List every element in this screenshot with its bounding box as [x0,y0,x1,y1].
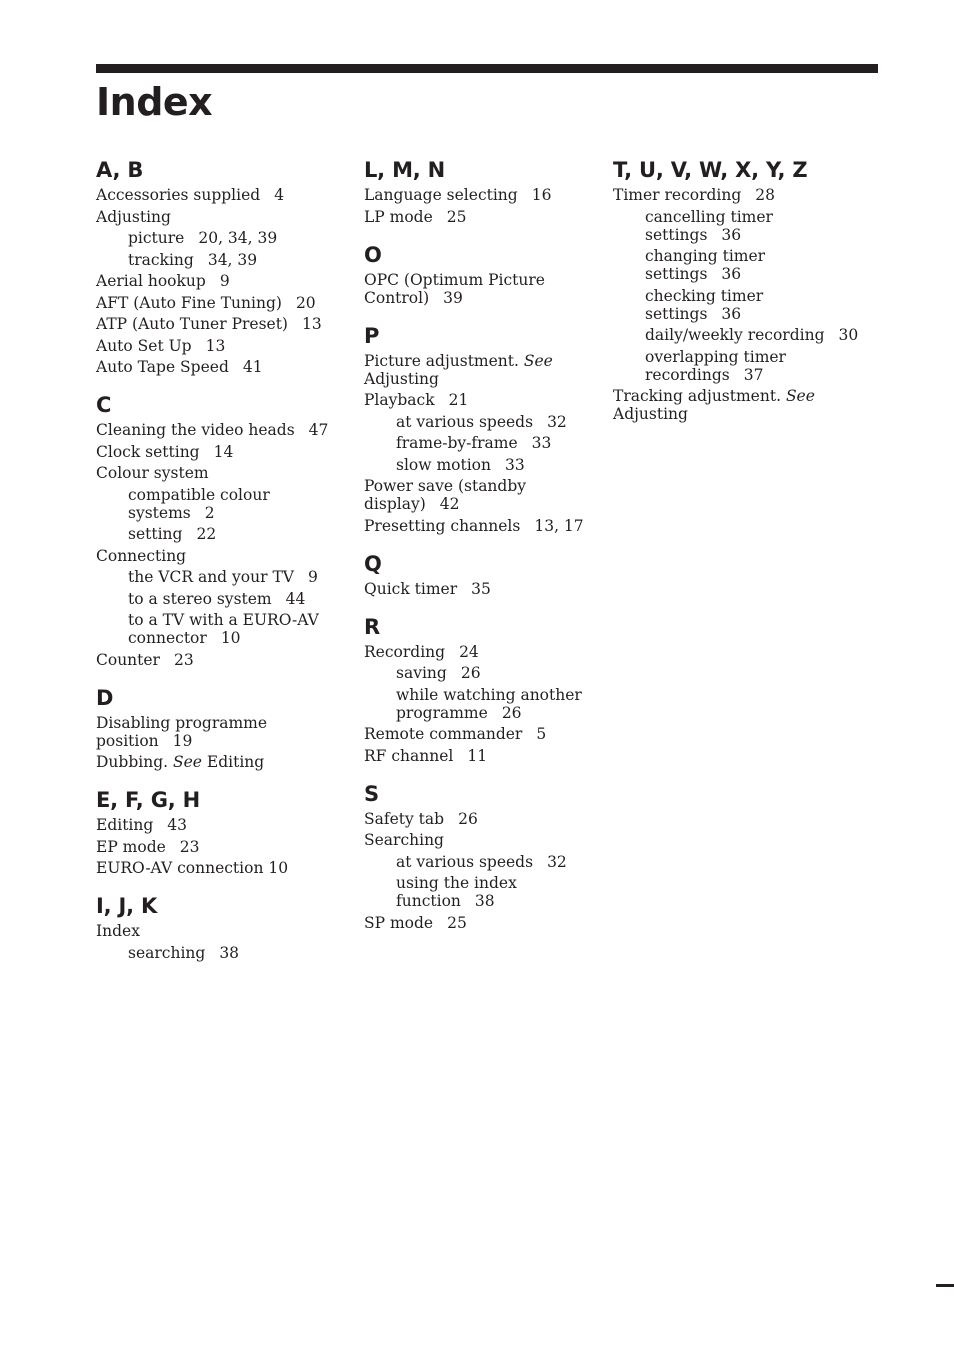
page-numbers: 25 [447,913,467,932]
entry-term: Index [96,922,140,940]
index-entry [96,272,346,290]
see-reference: See [172,753,202,771]
page-numbers: 4 [274,186,285,204]
page-numbers: 20 [295,293,316,312]
index-entry [364,643,604,661]
page-numbers: 28 [755,186,776,204]
index-subentry [613,326,863,344]
index-entry [96,838,346,856]
entry-term: saving [396,664,447,682]
page-numbers: 41 [242,358,263,376]
entry-term: frame-by-frame [396,434,518,452]
index-entry [96,464,346,482]
page-numbers: 36 [721,265,742,283]
section-heading: P [364,323,380,348]
entry-term: Cleaning the video heads [96,421,295,439]
page-numbers: 24 [459,642,479,661]
entry-term: Tracking adjustment. [613,387,781,405]
page-numbers: 25 [446,207,467,226]
index-subentry [364,456,604,474]
entry-term: slow motion [396,455,491,474]
see-target: Adjusting [613,405,688,423]
page-numbers: 36 [721,225,742,244]
index-column-3 [613,156,863,438]
index-subentry [96,568,346,586]
index-section [364,241,604,307]
see-reference: See [785,387,815,405]
entry-term: Power save (standby display) [364,477,527,513]
index-entry [96,315,346,333]
entry-term: Clock setting [96,442,200,461]
section-heading: O [364,242,382,267]
entry-term: Editing [96,816,154,834]
page-numbers: 11 [467,746,488,765]
index-entry [364,725,604,743]
index-entry [364,914,604,932]
page-numbers: 39 [443,288,463,307]
entry-term: overlapping timer recordings [645,347,786,384]
page-numbers: 5 [536,725,547,743]
entry-term: SP mode [364,913,434,932]
index-entry [364,208,604,226]
index-section [96,156,346,376]
entry-term: RF channel [364,746,454,765]
page-numbers: 30 [838,326,859,344]
entry-term: while watching another programme [396,685,582,722]
index-entry [96,816,346,834]
index-entry [613,186,863,204]
index-entry [96,859,346,877]
page-numbers: 19 [172,731,193,750]
index-entry [364,352,604,388]
index-subentry [96,944,346,962]
entry-term: Safety tab [364,809,445,828]
entry-term: Picture adjustment. [364,351,519,370]
index-entry [364,747,604,765]
entry-term: at various speeds [396,412,534,431]
entry-term: ATP (Auto Tuner Preset) [96,315,288,333]
page-numbers: 23 [179,837,200,856]
section-heading: T, U, V, W, X, Y, Z [613,158,808,182]
index-subentry [613,208,863,244]
page-numbers: 33 [504,455,525,474]
index-entry [364,391,604,409]
index-section [96,786,346,877]
page-numbers: 36 [721,304,742,323]
index-subentry [96,611,346,647]
index-subentry [613,247,863,283]
entry-term: changing timer settings [645,247,766,283]
entry-term: Colour system [96,464,209,482]
index-section [364,156,604,226]
index-subentry [364,853,604,871]
see-reference: See [523,351,553,370]
index-entry [96,358,346,376]
entry-term: Language selecting [364,186,518,204]
entry-term: Quick timer [364,579,458,598]
page-numbers: 38 [474,892,495,910]
entry-term: Counter [96,650,160,669]
page-numbers: 2 [204,503,215,522]
index-section [96,391,346,669]
entry-term: using the index function [396,874,517,910]
entry-term: Searching [364,831,444,849]
index-entry [364,831,604,849]
page-numbers: 23 [173,650,194,669]
page-numbers: 13 [301,315,322,333]
page-numbers: 32 [547,412,567,431]
page-numbers: 9 [219,272,230,290]
page-numbers: 26 [460,664,481,682]
page-numbers: 33 [531,434,552,452]
page-numbers: 42 [439,495,460,513]
entry-term: picture [128,229,185,247]
entry-term: to a TV with a EURO-AV connector [128,611,319,647]
entry-term: Accessories supplied [96,186,261,204]
index-subentry [96,590,346,608]
entry-term: AFT (Auto Fine Tuning) [96,293,282,312]
section-heading: S [364,781,379,806]
entry-term: Connecting [96,546,187,565]
index-entry [96,547,346,565]
entry-term: the VCR and your TV [128,568,294,586]
index-entry [364,810,604,828]
index-subentry [613,348,863,384]
see-target: Editing [206,753,265,771]
index-column-1 [96,156,346,977]
index-entry [364,186,604,204]
entry-term: Presetting channels [364,516,521,535]
entry-term: cancelling timer settings [645,207,773,244]
index-section [96,684,346,772]
entry-term: Adjusting [96,207,171,226]
entry-term: OPC (Optimum Picture Control) [364,270,545,307]
index-subentry [364,686,604,722]
page-numbers: 37 [743,365,764,384]
entry-term: EURO-AV connection 10 [96,859,289,877]
entry-term: at various speeds [396,852,534,871]
section-heading: I, J, K [96,894,158,918]
page-numbers: 38 [219,943,240,962]
entry-term: LP mode [364,207,433,226]
index-subentry [364,413,604,431]
index-entry [613,387,863,423]
section-heading: A, B [96,158,144,182]
page-numbers: 26 [458,809,478,828]
entry-term: tracking [128,250,194,269]
index-subentry [364,434,604,452]
index-subentry [96,251,346,269]
page-numbers: 26 [501,703,522,722]
page-numbers: 21 [448,391,469,409]
index-section [364,613,604,765]
section-heading: E, F, G, H [96,788,200,812]
index-entry [364,517,604,535]
index-column-2 [364,156,604,947]
entry-term: daily/weekly recording [645,326,825,344]
index-subentry [96,486,346,522]
page-numbers: 13, 17 [534,516,584,535]
section-heading: Q [364,551,382,576]
section-heading: D [96,685,114,710]
entry-term: Disabling programme position [96,713,268,750]
entry-term: EP mode [96,837,166,856]
page-numbers: 43 [167,816,188,834]
page-numbers: 35 [471,579,491,598]
section-heading: C [96,393,112,417]
page-edge-mark [936,1284,954,1287]
index-entry [96,443,346,461]
page-numbers: 47 [308,421,329,439]
section-heading: L, M, N [364,158,446,182]
index-entry [96,186,346,204]
index-subentry [96,229,346,247]
index-entry [96,922,346,940]
page-numbers: 14 [213,442,234,461]
section-heading: R [364,614,380,639]
entry-term: compatible colour systems [128,485,270,522]
index-entry [96,421,346,439]
index-section [364,780,604,932]
entry-term: Remote commander [364,725,523,743]
index-entry [96,714,346,750]
entry-term: Auto Set Up [96,336,192,355]
see-target: Adjusting [364,369,439,388]
entry-term: setting [128,525,183,543]
entry-term: Dubbing. [96,753,169,771]
entry-term: Recording [364,642,446,661]
top-rule [96,64,878,73]
index-entry [364,271,604,307]
page-numbers: 16 [531,186,552,204]
entry-term: to a stereo system [128,589,272,608]
page-title: Index [96,80,213,124]
entry-term: Aerial hookup [96,272,206,290]
index-entry [96,753,346,771]
entry-term: checking timer settings [645,286,764,323]
index-subentry [364,874,604,910]
index-entry [96,651,346,669]
index-section [364,550,604,598]
entry-term: Playback [364,391,435,409]
page-numbers: 20, 34, 39 [198,229,278,247]
page-numbers: 9 [307,568,318,586]
page-numbers: 10 [220,629,241,647]
entry-term: Auto Tape Speed [96,358,229,376]
index-entry [364,477,604,513]
index-subentry [613,287,863,323]
index-section [613,156,863,423]
page-numbers: 34, 39 [207,250,258,269]
index-subentry [96,525,346,543]
index-entry [96,294,346,312]
page-numbers: 32 [547,852,567,871]
index-subentry [364,664,604,682]
page-numbers: 13 [205,336,226,355]
page-numbers: 22 [196,525,217,543]
entry-term: searching [128,943,206,962]
index-section [364,322,604,535]
index-entry [96,337,346,355]
page-numbers: 44 [285,589,306,608]
index-entry [96,208,346,226]
entry-term: Timer recording [613,186,742,204]
index-section [96,892,346,962]
index-entry [364,580,604,598]
